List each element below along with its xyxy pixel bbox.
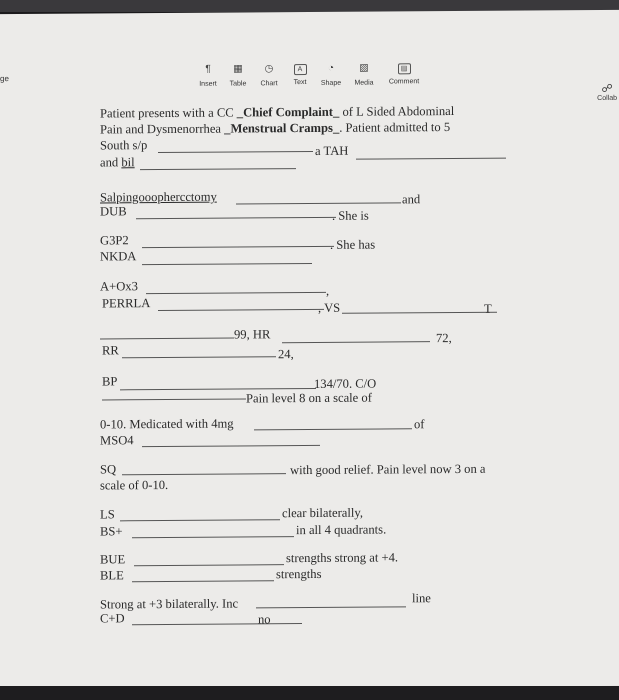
left-tab-fragment: ge xyxy=(0,74,9,84)
text-ble: BLE xyxy=(100,568,124,583)
document-page[interactable] xyxy=(96,102,536,645)
text-strengths: strengths xyxy=(276,566,322,582)
text-72: 72, xyxy=(436,331,452,346)
chart-icon: ◷ xyxy=(264,63,274,75)
toolbar-text-label: Text xyxy=(293,79,307,87)
text-strengths-4: strengths strong at +4. xyxy=(286,550,399,566)
text-relief: with good relief. Pain level now 3 on a xyxy=(290,461,486,478)
text-bs: BS+ xyxy=(100,524,123,539)
text-strong-3: Strong at +3 bilaterally. Inc xyxy=(100,596,239,612)
blank-line[interactable] xyxy=(254,428,412,430)
toolbar-shape-label: Shape xyxy=(320,79,342,87)
blank-line[interactable] xyxy=(140,168,296,170)
blank-line[interactable] xyxy=(142,445,320,447)
blank-line[interactable] xyxy=(132,623,302,625)
text-mso4: MSO4 xyxy=(100,433,134,448)
bottom-shadow xyxy=(0,686,619,700)
toolbar-insert-label: Insert xyxy=(199,80,217,88)
toolbar-media-label: Media xyxy=(354,79,374,87)
app-window xyxy=(0,10,619,691)
text-icon: A xyxy=(294,64,307,75)
blank-line[interactable] xyxy=(142,263,312,265)
text-g3p2: G3P2 xyxy=(100,233,129,248)
blank-line[interactable] xyxy=(100,338,234,340)
collaborate-icon: ☍ xyxy=(601,82,613,95)
shape-icon: ◔ xyxy=(327,62,335,74)
text-pain-level: Pain level 8 on a scale of xyxy=(246,390,372,406)
text-salpingo: Salpingooophercctomy xyxy=(100,189,217,205)
blank-line[interactable] xyxy=(256,606,406,608)
blank-line[interactable] xyxy=(282,341,430,343)
blank-line[interactable] xyxy=(122,356,276,358)
text-and-bil: and bil xyxy=(100,155,135,170)
text-and: and xyxy=(402,192,421,207)
text-24: 24, xyxy=(278,347,294,362)
collaborate-button[interactable] xyxy=(597,82,617,102)
table-icon: ▦ xyxy=(233,63,243,75)
blank-line[interactable] xyxy=(134,564,284,566)
blank-line[interactable] xyxy=(342,312,497,314)
toolbar-table-label: Table xyxy=(229,80,247,88)
comment-icon: ▤ xyxy=(398,63,411,74)
toolbar-chart-label: Chart xyxy=(260,80,278,88)
text-medicated: 0-10. Medicated with 4mg xyxy=(100,416,234,432)
text-vs: , VS xyxy=(318,300,341,315)
blank-line[interactable] xyxy=(142,246,334,248)
text-aox3: A+Ox3 xyxy=(100,279,138,294)
blank-line[interactable] xyxy=(132,536,294,538)
toolbar-comment[interactable] xyxy=(384,61,424,85)
insert-icon: ¶ xyxy=(205,63,211,75)
text-ls: LS xyxy=(100,507,115,522)
line-menstrual-cramps: Pain and Dysmenorrhea _Menstrual Cramps_. Patient admitted to 5 xyxy=(100,120,451,137)
text-comma: , xyxy=(326,283,330,298)
blank-line[interactable] xyxy=(356,158,506,160)
text-rr: RR xyxy=(102,343,119,358)
text-dub: DUB xyxy=(100,204,127,219)
blank-line[interactable] xyxy=(120,519,280,521)
text-quadrants: in all 4 quadrants. xyxy=(296,522,387,538)
text-bue: BUE xyxy=(100,552,126,567)
text-clear: clear bilaterally, xyxy=(282,505,363,521)
blank-line[interactable] xyxy=(146,292,326,294)
text-t: T xyxy=(484,301,492,316)
toolbar-media[interactable] xyxy=(344,61,384,86)
text-south-sp: South s/p xyxy=(100,138,148,153)
text-she-has: . She has xyxy=(330,237,376,252)
blank-line[interactable] xyxy=(158,309,324,311)
media-icon: ▨ xyxy=(359,62,369,74)
text-nkda: NKDA xyxy=(100,249,137,264)
text-she-is: . She is xyxy=(332,208,369,223)
blank-line[interactable] xyxy=(236,202,401,204)
toolbar-comment-label: Comment xyxy=(388,78,420,86)
blank-line[interactable] xyxy=(122,473,286,475)
text-of: of xyxy=(414,417,425,432)
text-no: no xyxy=(258,612,271,627)
text-tah: a TAH xyxy=(315,143,349,158)
blank-line[interactable] xyxy=(158,151,313,153)
text-hr: 99, HR xyxy=(234,327,271,342)
collaborate-label: Collab xyxy=(597,94,617,102)
text-line: line xyxy=(412,591,431,606)
blank-line[interactable] xyxy=(102,398,246,400)
text-bp-value: 134/70. C/O xyxy=(314,376,377,391)
text-bp: BP xyxy=(102,374,118,389)
insert-toolbar xyxy=(188,61,428,103)
line-chief-complaint: Patient presents with a CC _Chief Complaint_ of L Sided Abdominal xyxy=(100,103,455,121)
text-perrla: PERRLA xyxy=(102,296,151,311)
blank-line[interactable] xyxy=(136,217,336,219)
text-sq: SQ xyxy=(100,462,117,477)
text-scale: scale of 0-10. xyxy=(100,477,169,493)
text-cd: C+D xyxy=(100,611,125,626)
blank-line[interactable] xyxy=(132,580,274,582)
